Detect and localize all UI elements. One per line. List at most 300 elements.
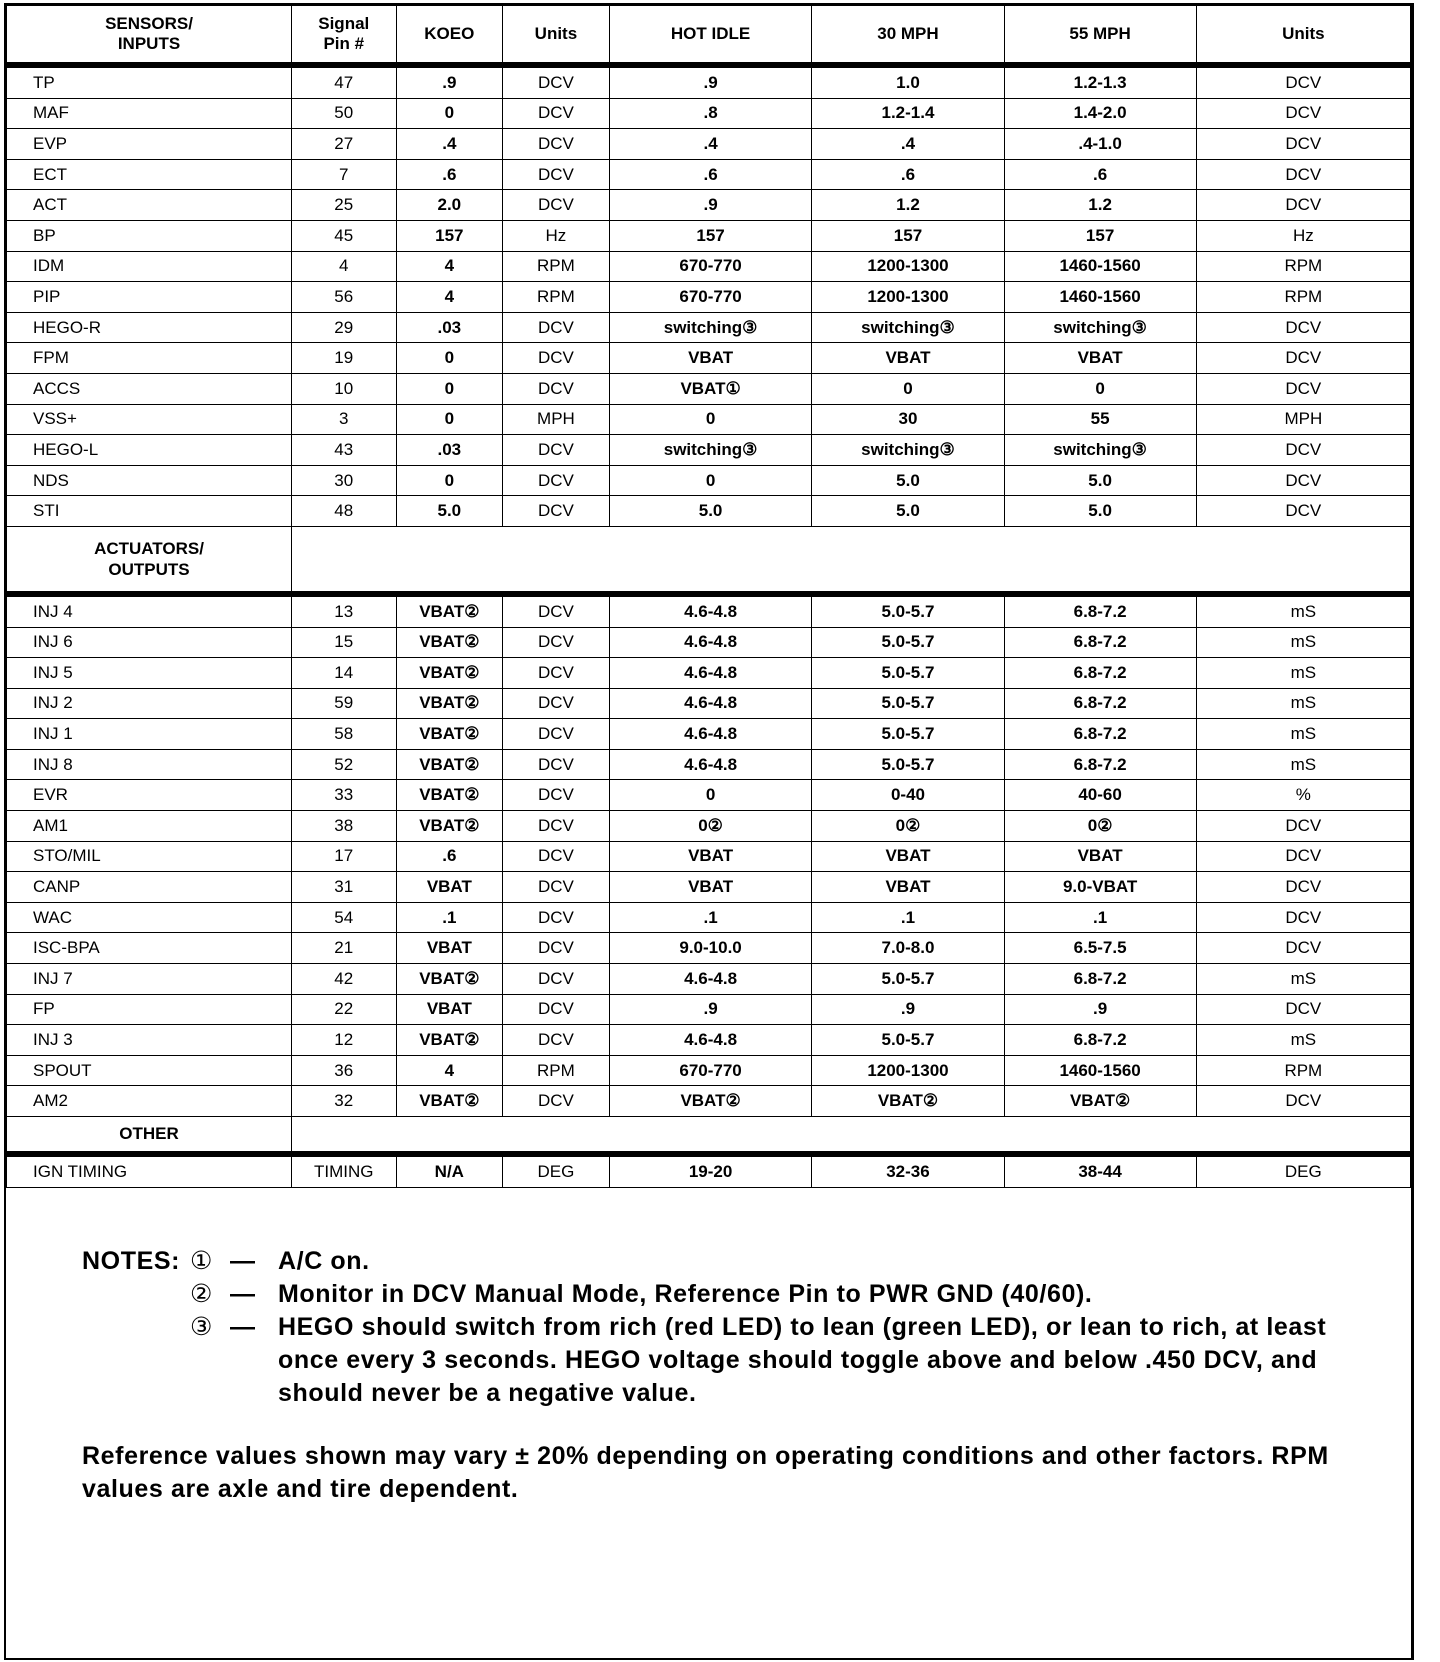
cell-hot-idle: 670-770 bbox=[609, 1055, 812, 1086]
cell-name: HEGO-L bbox=[7, 435, 292, 466]
cell-name: INJ 8 bbox=[7, 749, 292, 780]
header-row bbox=[7, 6, 1411, 66]
cell-units-2: DCV bbox=[1196, 373, 1410, 404]
cell-units-2: DCV bbox=[1196, 994, 1410, 1025]
cell-30-mph: 1200-1300 bbox=[812, 251, 1004, 282]
cell-units: RPM bbox=[503, 282, 610, 313]
cell-name: SPOUT bbox=[7, 1055, 292, 1086]
note-item bbox=[82, 1278, 1342, 1311]
inputs-section bbox=[7, 65, 1411, 526]
cell-hot-idle: VBAT② bbox=[609, 1086, 812, 1117]
cell-koeo: VBAT② bbox=[396, 594, 503, 627]
cell-name: IDM bbox=[7, 251, 292, 282]
table-row bbox=[7, 435, 1411, 466]
cell-name: FPM bbox=[7, 343, 292, 374]
cell-name: INJ 6 bbox=[7, 627, 292, 658]
cell-55-mph: .9 bbox=[1004, 994, 1196, 1025]
cell-signal-pin: 21 bbox=[292, 933, 397, 964]
cell-koeo: 0 bbox=[396, 465, 503, 496]
table-row bbox=[7, 688, 1411, 719]
cell-units: DCV bbox=[503, 719, 610, 750]
cell-units-2: mS bbox=[1196, 688, 1410, 719]
cell-hot-idle: 0 bbox=[609, 465, 812, 496]
cell-units: DCV bbox=[503, 594, 610, 627]
table-row bbox=[7, 780, 1411, 811]
cell-koeo: N/A bbox=[396, 1154, 503, 1188]
cell-units: DCV bbox=[503, 312, 610, 343]
cell-units: DCV bbox=[503, 688, 610, 719]
cell-units-2: DEG bbox=[1196, 1154, 1410, 1188]
cell-koeo: 2.0 bbox=[396, 190, 503, 221]
notes-block bbox=[82, 1245, 1342, 1506]
note-text: Monitor in DCV Manual Mode, Reference Pin to PWR GND (40/60). bbox=[278, 1280, 1093, 1308]
cell-units-2: DCV bbox=[1196, 1086, 1410, 1117]
cell-units: RPM bbox=[503, 251, 610, 282]
table-row bbox=[7, 872, 1411, 903]
cell-units: DCV bbox=[503, 872, 610, 903]
table-row bbox=[7, 312, 1411, 343]
cell-units: RPM bbox=[503, 1055, 610, 1086]
header-30-mph: 30 MPH bbox=[812, 6, 1004, 66]
cell-55-mph: 6.8-7.2 bbox=[1004, 658, 1196, 689]
table-row bbox=[7, 129, 1411, 160]
cell-koeo: VBAT② bbox=[396, 719, 503, 750]
cell-hot-idle: VBAT bbox=[609, 343, 812, 374]
cell-30-mph: 0 bbox=[812, 373, 1004, 404]
cell-55-mph: .4-1.0 bbox=[1004, 129, 1196, 160]
table-row bbox=[7, 190, 1411, 221]
cell-name: INJ 2 bbox=[7, 688, 292, 719]
cell-30-mph: 157 bbox=[812, 220, 1004, 251]
cell-units: DCV bbox=[503, 343, 610, 374]
cell-signal-pin: 30 bbox=[292, 465, 397, 496]
note-dash: — bbox=[230, 1313, 256, 1341]
cell-30-mph: 1200-1300 bbox=[812, 1055, 1004, 1086]
cell-units: DCV bbox=[503, 933, 610, 964]
cell-30-mph: VBAT bbox=[812, 343, 1004, 374]
cell-units: DCV bbox=[503, 98, 610, 129]
cell-55-mph: .6 bbox=[1004, 159, 1196, 190]
note-dash: — bbox=[230, 1280, 256, 1308]
cell-55-mph: 157 bbox=[1004, 220, 1196, 251]
table-row bbox=[7, 404, 1411, 435]
cell-name: WAC bbox=[7, 902, 292, 933]
cell-signal-pin: 17 bbox=[292, 841, 397, 872]
cell-hot-idle: 0 bbox=[609, 404, 812, 435]
table-row bbox=[7, 1025, 1411, 1056]
cell-units-2: DCV bbox=[1196, 190, 1410, 221]
cell-30-mph: 5.0 bbox=[812, 465, 1004, 496]
table-row bbox=[7, 65, 1411, 98]
cell-name: STI bbox=[7, 496, 292, 527]
cell-name: INJ 5 bbox=[7, 658, 292, 689]
cell-name: ISC-BPA bbox=[7, 933, 292, 964]
header-55-mph: 55 MPH bbox=[1004, 6, 1196, 66]
notes-lead: NOTES: bbox=[82, 1247, 181, 1275]
cell-units-2: MPH bbox=[1196, 404, 1410, 435]
cell-signal-pin: 45 bbox=[292, 220, 397, 251]
note-item bbox=[82, 1245, 1342, 1278]
actuators-blank bbox=[292, 526, 1411, 594]
cell-55-mph: 0 bbox=[1004, 373, 1196, 404]
note-item bbox=[82, 1311, 1342, 1410]
cell-koeo: VBAT② bbox=[396, 780, 503, 811]
cell-55-mph: 1.2 bbox=[1004, 190, 1196, 221]
cell-hot-idle: 19-20 bbox=[609, 1154, 812, 1188]
cell-koeo: VBAT bbox=[396, 872, 503, 903]
cell-units-2: DCV bbox=[1196, 841, 1410, 872]
cell-koeo: 0 bbox=[396, 343, 503, 374]
table-row bbox=[7, 1086, 1411, 1117]
cell-55-mph: 1.2-1.3 bbox=[1004, 65, 1196, 98]
cell-55-mph: 1460-1560 bbox=[1004, 1055, 1196, 1086]
cell-55-mph: 5.0 bbox=[1004, 496, 1196, 527]
cell-units-2: DCV bbox=[1196, 129, 1410, 160]
cell-name: BP bbox=[7, 220, 292, 251]
cell-signal-pin: 50 bbox=[292, 98, 397, 129]
cell-30-mph: 1200-1300 bbox=[812, 282, 1004, 313]
cell-units: DCV bbox=[503, 780, 610, 811]
cell-55-mph: 1460-1560 bbox=[1004, 282, 1196, 313]
cell-hot-idle: 5.0 bbox=[609, 496, 812, 527]
cell-koeo: .6 bbox=[396, 159, 503, 190]
cell-koeo: VBAT② bbox=[396, 811, 503, 842]
cell-units: DCV bbox=[503, 627, 610, 658]
cell-30-mph: 5.0-5.7 bbox=[812, 749, 1004, 780]
cell-units-2: DCV bbox=[1196, 811, 1410, 842]
cell-signal-pin: 3 bbox=[292, 404, 397, 435]
note-number: ② bbox=[190, 1280, 214, 1308]
table-row bbox=[7, 749, 1411, 780]
cell-signal-pin: 14 bbox=[292, 658, 397, 689]
cell-koeo: VBAT bbox=[396, 994, 503, 1025]
cell-30-mph: 1.2-1.4 bbox=[812, 98, 1004, 129]
cell-koeo: VBAT② bbox=[396, 1025, 503, 1056]
cell-55-mph: 6.8-7.2 bbox=[1004, 594, 1196, 627]
cell-koeo: 4 bbox=[396, 251, 503, 282]
table-row bbox=[7, 902, 1411, 933]
cell-name: FP bbox=[7, 994, 292, 1025]
cell-koeo: .6 bbox=[396, 841, 503, 872]
cell-signal-pin: 7 bbox=[292, 159, 397, 190]
cell-units-2: RPM bbox=[1196, 1055, 1410, 1086]
reference-note: Reference values shown may vary ± 20% depending on operating conditions and other factors. RPM values are axle and tire dependent. bbox=[82, 1442, 1329, 1503]
table-row bbox=[7, 496, 1411, 527]
cell-koeo: .03 bbox=[396, 312, 503, 343]
cell-koeo: 4 bbox=[396, 282, 503, 313]
cell-name: HEGO-R bbox=[7, 312, 292, 343]
header-koeo: KOEO bbox=[396, 6, 503, 66]
cell-units-2: RPM bbox=[1196, 282, 1410, 313]
cell-name: AM2 bbox=[7, 1086, 292, 1117]
cell-koeo: VBAT② bbox=[396, 749, 503, 780]
cell-name: ACT bbox=[7, 190, 292, 221]
cell-units: DCV bbox=[503, 496, 610, 527]
notes-lead bbox=[82, 1278, 190, 1311]
cell-55-mph: 6.8-7.2 bbox=[1004, 749, 1196, 780]
notes-list bbox=[82, 1245, 1342, 1410]
cell-hot-idle: 4.6-4.8 bbox=[609, 964, 812, 995]
cell-units-2: DCV bbox=[1196, 312, 1410, 343]
cell-55-mph: 55 bbox=[1004, 404, 1196, 435]
header-units: Units bbox=[503, 6, 610, 66]
cell-55-mph: VBAT bbox=[1004, 343, 1196, 374]
cell-55-mph: 6.5-7.5 bbox=[1004, 933, 1196, 964]
cell-55-mph: 0② bbox=[1004, 811, 1196, 842]
cell-signal-pin: 47 bbox=[292, 65, 397, 98]
cell-30-mph: switching③ bbox=[812, 312, 1004, 343]
header-signal-pin: Signal Pin # bbox=[292, 6, 397, 66]
cell-name: EVP bbox=[7, 129, 292, 160]
cell-signal-pin: 12 bbox=[292, 1025, 397, 1056]
cell-koeo: VBAT② bbox=[396, 627, 503, 658]
cell-units-2: DCV bbox=[1196, 435, 1410, 466]
cell-name: NDS bbox=[7, 465, 292, 496]
cell-koeo: VBAT② bbox=[396, 688, 503, 719]
cell-30-mph: VBAT bbox=[812, 841, 1004, 872]
cell-hot-idle: .8 bbox=[609, 98, 812, 129]
cell-55-mph: switching③ bbox=[1004, 312, 1196, 343]
cell-signal-pin: 25 bbox=[292, 190, 397, 221]
cell-units-2: DCV bbox=[1196, 65, 1410, 98]
cell-55-mph: 6.8-7.2 bbox=[1004, 1025, 1196, 1056]
cell-30-mph: .6 bbox=[812, 159, 1004, 190]
cell-signal-pin: 59 bbox=[292, 688, 397, 719]
cell-units-2: mS bbox=[1196, 1025, 1410, 1056]
cell-koeo: .9 bbox=[396, 65, 503, 98]
cell-units: Hz bbox=[503, 220, 610, 251]
cell-name: STO/MIL bbox=[7, 841, 292, 872]
cell-55-mph: 9.0-VBAT bbox=[1004, 872, 1196, 903]
cell-units-2: Hz bbox=[1196, 220, 1410, 251]
cell-30-mph: .4 bbox=[812, 129, 1004, 160]
cell-koeo: .1 bbox=[396, 902, 503, 933]
cell-hot-idle: .4 bbox=[609, 129, 812, 160]
cell-name: VSS+ bbox=[7, 404, 292, 435]
cell-30-mph: 0② bbox=[812, 811, 1004, 842]
cell-units: DCV bbox=[503, 1025, 610, 1056]
header-hot-idle: HOT IDLE bbox=[609, 6, 812, 66]
cell-30-mph: .9 bbox=[812, 994, 1004, 1025]
table-row bbox=[7, 282, 1411, 313]
other-blank bbox=[292, 1117, 1411, 1155]
cell-55-mph: 6.8-7.2 bbox=[1004, 719, 1196, 750]
cell-units-2: DCV bbox=[1196, 343, 1410, 374]
cell-signal-pin: 43 bbox=[292, 435, 397, 466]
cell-koeo: 157 bbox=[396, 220, 503, 251]
cell-signal-pin: 38 bbox=[292, 811, 397, 842]
table-row bbox=[7, 811, 1411, 842]
actuators-label: ACTUATORS/ OUTPUTS bbox=[7, 526, 292, 594]
cell-hot-idle: 0 bbox=[609, 780, 812, 811]
cell-hot-idle: 4.6-4.8 bbox=[609, 658, 812, 689]
cell-units-2: mS bbox=[1196, 964, 1410, 995]
table-row bbox=[7, 658, 1411, 689]
cell-hot-idle: switching③ bbox=[609, 435, 812, 466]
cell-name: INJ 3 bbox=[7, 1025, 292, 1056]
cell-55-mph: 6.8-7.2 bbox=[1004, 627, 1196, 658]
cell-30-mph: 32-36 bbox=[812, 1154, 1004, 1188]
cell-30-mph: 5.0-5.7 bbox=[812, 627, 1004, 658]
cell-30-mph: 5.0-5.7 bbox=[812, 594, 1004, 627]
cell-30-mph: switching③ bbox=[812, 435, 1004, 466]
cell-units: DCV bbox=[503, 65, 610, 98]
cell-units: DCV bbox=[503, 964, 610, 995]
cell-hot-idle: .9 bbox=[609, 994, 812, 1025]
cell-name: IGN TIMING bbox=[7, 1154, 292, 1188]
table-row bbox=[7, 719, 1411, 750]
cell-koeo: VBAT bbox=[396, 933, 503, 964]
cell-units: DCV bbox=[503, 902, 610, 933]
cell-55-mph: 1.4-2.0 bbox=[1004, 98, 1196, 129]
cell-hot-idle: VBAT bbox=[609, 872, 812, 903]
cell-signal-pin: 54 bbox=[292, 902, 397, 933]
cell-units-2: mS bbox=[1196, 658, 1410, 689]
table-row bbox=[7, 933, 1411, 964]
cell-30-mph: 5.0-5.7 bbox=[812, 1025, 1004, 1056]
cell-signal-pin: 29 bbox=[292, 312, 397, 343]
other-section bbox=[7, 1154, 1411, 1188]
cell-signal-pin: 58 bbox=[292, 719, 397, 750]
note-number: ③ bbox=[190, 1313, 214, 1341]
table-row bbox=[7, 594, 1411, 627]
cell-units-2: DCV bbox=[1196, 496, 1410, 527]
cell-name: ECT bbox=[7, 159, 292, 190]
cell-units-2: DCV bbox=[1196, 98, 1410, 129]
cell-units-2: mS bbox=[1196, 627, 1410, 658]
cell-signal-pin: 42 bbox=[292, 964, 397, 995]
cell-units: DCV bbox=[503, 190, 610, 221]
outputs-section bbox=[7, 594, 1411, 1117]
cell-hot-idle: VBAT① bbox=[609, 373, 812, 404]
cell-units: DCV bbox=[503, 373, 610, 404]
cell-30-mph: 1.0 bbox=[812, 65, 1004, 98]
cell-koeo: VBAT② bbox=[396, 964, 503, 995]
cell-name: ACCS bbox=[7, 373, 292, 404]
cell-30-mph: 5.0-5.7 bbox=[812, 719, 1004, 750]
table-row bbox=[7, 841, 1411, 872]
cell-signal-pin: 10 bbox=[292, 373, 397, 404]
table-row bbox=[7, 98, 1411, 129]
cell-30-mph: 5.0-5.7 bbox=[812, 658, 1004, 689]
cell-hot-idle: 4.6-4.8 bbox=[609, 749, 812, 780]
cell-55-mph: VBAT bbox=[1004, 841, 1196, 872]
cell-hot-idle: .9 bbox=[609, 190, 812, 221]
header-units-2: Units bbox=[1196, 6, 1410, 66]
cell-55-mph: 40-60 bbox=[1004, 780, 1196, 811]
cell-units: DCV bbox=[503, 994, 610, 1025]
cell-hot-idle: 4.6-4.8 bbox=[609, 1025, 812, 1056]
cell-hot-idle: 4.6-4.8 bbox=[609, 688, 812, 719]
cell-units: DEG bbox=[503, 1154, 610, 1188]
cell-55-mph: 6.8-7.2 bbox=[1004, 688, 1196, 719]
table-row bbox=[7, 343, 1411, 374]
cell-30-mph: VBAT bbox=[812, 872, 1004, 903]
cell-koeo: 0 bbox=[396, 98, 503, 129]
cell-name: MAF bbox=[7, 98, 292, 129]
cell-name: INJ 7 bbox=[7, 964, 292, 995]
cell-55-mph: switching③ bbox=[1004, 435, 1196, 466]
diagnostic-sheet bbox=[4, 3, 1414, 1660]
diagnostic-table bbox=[6, 5, 1411, 1188]
note-number: ① bbox=[190, 1247, 214, 1275]
cell-koeo: 4 bbox=[396, 1055, 503, 1086]
cell-koeo: .03 bbox=[396, 435, 503, 466]
cell-55-mph: VBAT② bbox=[1004, 1086, 1196, 1117]
table-row bbox=[7, 220, 1411, 251]
cell-units: DCV bbox=[503, 749, 610, 780]
cell-name: INJ 4 bbox=[7, 594, 292, 627]
cell-hot-idle: 670-770 bbox=[609, 282, 812, 313]
table-row bbox=[7, 627, 1411, 658]
cell-30-mph: 1.2 bbox=[812, 190, 1004, 221]
cell-signal-pin: 27 bbox=[292, 129, 397, 160]
cell-signal-pin: 56 bbox=[292, 282, 397, 313]
table-row bbox=[7, 465, 1411, 496]
cell-hot-idle: 4.6-4.8 bbox=[609, 719, 812, 750]
table-row bbox=[7, 373, 1411, 404]
cell-koeo: VBAT② bbox=[396, 658, 503, 689]
cell-units: MPH bbox=[503, 404, 610, 435]
cell-hot-idle: 157 bbox=[609, 220, 812, 251]
note-text: A/C on. bbox=[278, 1247, 370, 1275]
cell-signal-pin: 33 bbox=[292, 780, 397, 811]
cell-name: TP bbox=[7, 65, 292, 98]
cell-units-2: DCV bbox=[1196, 465, 1410, 496]
table-row bbox=[7, 159, 1411, 190]
cell-koeo: 5.0 bbox=[396, 496, 503, 527]
cell-hot-idle: 670-770 bbox=[609, 251, 812, 282]
cell-hot-idle: VBAT bbox=[609, 841, 812, 872]
cell-signal-pin: 4 bbox=[292, 251, 397, 282]
cell-hot-idle: .1 bbox=[609, 902, 812, 933]
cell-hot-idle: 9.0-10.0 bbox=[609, 933, 812, 964]
cell-30-mph: 5.0-5.7 bbox=[812, 688, 1004, 719]
cell-units: DCV bbox=[503, 841, 610, 872]
cell-hot-idle: .9 bbox=[609, 65, 812, 98]
cell-units: DCV bbox=[503, 1086, 610, 1117]
cell-units: DCV bbox=[503, 129, 610, 160]
notes-lead bbox=[82, 1311, 190, 1410]
cell-units-2: RPM bbox=[1196, 251, 1410, 282]
cell-units-2: mS bbox=[1196, 594, 1410, 627]
cell-units-2: DCV bbox=[1196, 933, 1410, 964]
cell-hot-idle: 4.6-4.8 bbox=[609, 594, 812, 627]
actuators-section-header bbox=[7, 526, 1411, 594]
table-row bbox=[7, 994, 1411, 1025]
cell-30-mph: 7.0-8.0 bbox=[812, 933, 1004, 964]
cell-name: EVR bbox=[7, 780, 292, 811]
cell-name: PIP bbox=[7, 282, 292, 313]
cell-30-mph: .1 bbox=[812, 902, 1004, 933]
cell-hot-idle: 0② bbox=[609, 811, 812, 842]
header-sensors: SENSORS/ INPUTS bbox=[7, 6, 292, 66]
cell-koeo: 0 bbox=[396, 404, 503, 435]
cell-signal-pin: 19 bbox=[292, 343, 397, 374]
cell-55-mph: 6.8-7.2 bbox=[1004, 964, 1196, 995]
cell-signal-pin: 48 bbox=[292, 496, 397, 527]
cell-units: DCV bbox=[503, 435, 610, 466]
cell-55-mph: 5.0 bbox=[1004, 465, 1196, 496]
cell-name: CANP bbox=[7, 872, 292, 903]
cell-signal-pin: 22 bbox=[292, 994, 397, 1025]
cell-units-2: DCV bbox=[1196, 159, 1410, 190]
other-section-header bbox=[7, 1117, 1411, 1155]
cell-units-2: % bbox=[1196, 780, 1410, 811]
table-row bbox=[7, 964, 1411, 995]
cell-units: DCV bbox=[503, 811, 610, 842]
cell-units: DCV bbox=[503, 465, 610, 496]
